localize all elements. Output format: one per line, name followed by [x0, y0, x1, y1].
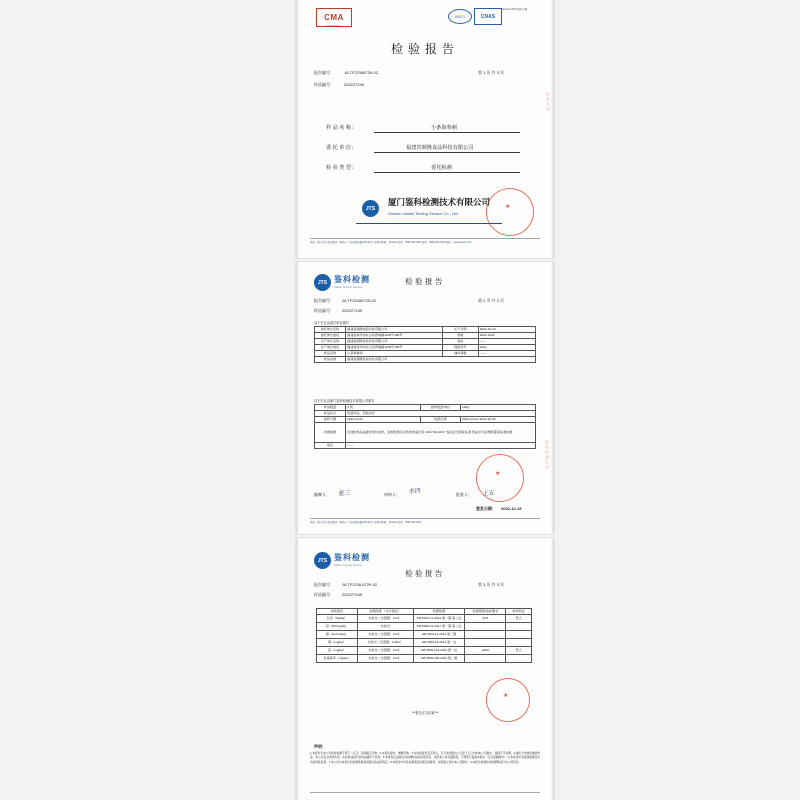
- col-header-2: 检测依据: [413, 609, 465, 615]
- result-verdict-4: 符合: [506, 647, 532, 655]
- result-value-1: 未检出: [357, 623, 413, 631]
- test-value-0: 4 袋: [345, 405, 420, 411]
- page-edge-left: [296, 0, 299, 258]
- col-header-3: 标准限量/指标要求: [465, 609, 506, 615]
- test-value-4: ——: [345, 443, 535, 449]
- result-limit-1: [465, 623, 506, 631]
- result-limit-4: ≤250: [465, 647, 506, 655]
- footer-text-2: 地址：厦门市火炬高新区（翔安）产业区翔岳路18号3号厂房4层 邮编：361101 电话：0592-3117222: [310, 521, 422, 524]
- report-no-value: JA TF22166729-02: [344, 70, 378, 75]
- result-verdict-3: [506, 639, 532, 647]
- result-limit-2: [465, 631, 506, 639]
- result-limit-5: [465, 655, 506, 663]
- signature-label-0: 编制人：: [314, 492, 330, 497]
- signature-value-2: 王五: [481, 490, 495, 498]
- info-label-3: 生产单位地址: [315, 345, 346, 351]
- field-label-0: 样 品 名 称：: [326, 125, 357, 131]
- result-value-3: 未检出（全量限：0.001）: [357, 639, 413, 647]
- info-label2-0: 生产日期: [443, 327, 478, 333]
- info-label2-3: 规格型号: [443, 345, 478, 351]
- result-verdict-1: [506, 623, 532, 631]
- issue-date-value: 2022-12-19: [501, 506, 522, 511]
- report-no-label: 报告编号：: [314, 70, 334, 75]
- jts-logo-badge-3: JTS: [314, 552, 331, 569]
- cnas-logo: CNAS: [474, 8, 502, 25]
- info-label-0: 委托单位名称: [315, 327, 346, 333]
- sample-no-value: 202227249: [344, 82, 365, 87]
- info-label2-4: 抽样基数: [443, 351, 478, 357]
- field-rule-1: [374, 152, 520, 153]
- report-page-1: [296, 0, 554, 258]
- org-name-cn: 厦门鉴科检测技术有限公司: [388, 197, 491, 207]
- result-item-0: 总汞（Hg/kg）: [317, 615, 358, 623]
- result-basis-3: GB 5009.15-2014 第一法: [413, 639, 465, 647]
- result-basis-2: GB 5009.11-2014 第二篇: [413, 631, 465, 639]
- cma-logo: CMA: [316, 8, 352, 27]
- field-rule-0: [374, 132, 520, 133]
- result-basis-0: GB 5009.17-2021 第一篇 第二法: [413, 615, 465, 623]
- col-header-0: 检验项目: [317, 609, 358, 615]
- brand-name-en-3: Jianke Testing Service: [334, 564, 363, 567]
- page-indicator: 第 1 页 共 3 页: [478, 70, 505, 75]
- field-label-1: 委 托 单 位：: [326, 145, 357, 151]
- table-row: [317, 639, 532, 647]
- sample-no-value-2: 202227249: [342, 308, 363, 313]
- info-label-4: 样品名称: [315, 351, 346, 357]
- test-value2-0: 100g: [460, 405, 535, 411]
- report-no-value-2: JA TF22166729-02: [342, 298, 376, 303]
- brand-name-cn-2: 鉴科检测: [334, 275, 370, 284]
- info-value2-0: 2022-10-20: [478, 327, 535, 333]
- signature-label-1: 审核人：: [384, 492, 400, 497]
- page-edge-right: [551, 0, 554, 258]
- cma-code: 171120010171: [325, 25, 341, 28]
- info-label-5: 样品来源: [315, 357, 346, 363]
- table-row: [315, 357, 536, 363]
- footer-rule-3: [310, 792, 540, 793]
- test-seal: [471, 449, 529, 507]
- table-row: [317, 615, 532, 623]
- result-basis-4: GB 5009.123-2014 第一法: [413, 647, 465, 655]
- report-no-label-2: 报告编号：: [314, 298, 334, 303]
- 委托信息表: [314, 326, 536, 363]
- report-no-value-3: JA TF2216 6729-02: [342, 582, 378, 587]
- test-value-3: 该送检样品由委托单位送样，检测结果仅对所检样品负责 GB 2762-2017 食品安全国家标准 食品中污染物限量等标准检测: [345, 423, 535, 443]
- info-value-0: 福建省颜隆食品科技有限公司: [345, 327, 442, 333]
- test-value-1: 常温样品、包装完好: [345, 411, 535, 417]
- info-value-5: 福建省颜隆食品科技有限公司: [345, 357, 535, 363]
- test-label-0: 样品数量: [315, 405, 346, 411]
- result-item-5: 多氯联苯（mg/kg）: [317, 655, 358, 663]
- info-label2-2: 商标: [443, 339, 478, 345]
- sample-no-label: 样品编号：: [314, 82, 334, 87]
- side-watermark-2: 检验检测专用: [545, 440, 550, 470]
- test-label-2: 接样日期: [315, 417, 346, 423]
- footer-text-1: 地址：厦门市火炬高新区（翔安）产业区翔岳路18号3号厂房4层 邮编：361101 电话：0592-3117222 传真：0592-3117222 网址：www.jtstest.com: [310, 241, 472, 244]
- info-value2-1: 2022-1020: [478, 333, 535, 339]
- result-value-5: 未检出（全量限：0.01）: [357, 655, 413, 663]
- info-value-3: 福建省漳州市东山县西埔镇1263号185号: [345, 345, 442, 351]
- info-value2-3: 100g: [478, 345, 535, 351]
- brand-name-en-2: Jianke Testing Service: [334, 286, 363, 289]
- footer-rule-2: [310, 518, 540, 519]
- col-header-1: 检测结果 （水分测定）: [357, 609, 413, 615]
- result-basis-5: GB 5009.190-2014 第二篇: [413, 655, 465, 663]
- info-value-1: 福建省漳州市东山县西埔镇1263号185号: [345, 333, 442, 339]
- page-edge-right-2: [551, 262, 554, 534]
- section-title-1: 以下栏目由委托单位填写: [314, 321, 350, 325]
- field-label-2: 检 验 类 型：: [326, 165, 357, 171]
- result-seal-star-icon: ★: [503, 693, 509, 699]
- page-indicator-2: 第 2 页 共 3 页: [478, 298, 505, 303]
- info-value-4: 小条海参刺: [345, 351, 442, 357]
- brand-name-cn-3: 鉴科检测: [334, 553, 370, 562]
- test-label-4: 备注: [315, 443, 346, 449]
- result-verdict-2: [506, 631, 532, 639]
- sample-no-label-3: 样品编号：: [314, 592, 334, 597]
- test-seal-star-icon: ★: [495, 471, 501, 477]
- side-watermark: 检验专用: [546, 92, 551, 112]
- bsci-logo: BSCI: [448, 9, 472, 24]
- signature-value-0: 张三: [337, 490, 351, 498]
- result-seal: [481, 673, 534, 726]
- info-label2-1: 规格: [443, 333, 478, 339]
- test-label2-0: 到样数量/单位: [421, 405, 461, 411]
- result-item-3: 镉（mg/kg）: [317, 639, 358, 647]
- jts-logo-badge-2: JTS: [314, 274, 331, 291]
- company-seal: [481, 183, 539, 241]
- org-name-en: Xiamen Jianke Testing Service Co., Ltd.: [388, 211, 459, 216]
- sample-no-value-3: 202227249: [342, 592, 363, 597]
- info-value2-2: ——: [478, 339, 535, 345]
- result-item-2: 砷（As/mg/kg）: [317, 631, 358, 639]
- page-title: 检验报告: [390, 42, 459, 56]
- result-limit-0: ≤0.5: [465, 615, 506, 623]
- report-page-3: [296, 538, 554, 800]
- declaration-text: 1.本报告无本公司检验检测专用章（红章）及骑缝章无效；2.本报告涂改、增删无效；3.对检验报告若有异议，应于收到报告之日起十五日内向本公司提出，逾期不予受理；4.委托方送样检测的样品，本公司仅对来样负责，所检样品的代表性由委托方负责；5.本报告仅反映该次检测样品的质量状况，未经本公司书面批准，不得部分复制本报告（全文复制除外）；6.本报告所列检测数据仅对所检样品负责；7.本公司对本报告的检测结果承担相应的法律责任；8.本报告中所有检测项目结果仅供参考，如有疑义请与本公司联系；9.本报告检测结论的解释权归本公司所有。: [310, 752, 540, 764]
- section-title-2: 以下栏目由厦门鉴科检测技术有限公司填写: [314, 399, 375, 403]
- field-rule-2: [374, 172, 520, 173]
- seal-star-icon: ★: [505, 204, 511, 210]
- field-value-2: 委托检测: [431, 165, 452, 171]
- sample-no-label-2: 样品编号：: [314, 308, 334, 313]
- table-row: [317, 623, 532, 631]
- field-value-1: 福建省颜隆食品科技有限公司: [406, 145, 474, 151]
- cnas-code: CNAS L12345 测试 检测: [502, 9, 528, 11]
- info-value2-4: ——: [478, 351, 535, 357]
- report-page-2: [296, 262, 554, 534]
- result-item-4: 铬（mg/kg）: [317, 647, 358, 655]
- page-title-3: 检验报告: [405, 569, 445, 578]
- declaration-title: 声明：: [314, 744, 326, 749]
- 检测结果表: [316, 608, 532, 663]
- table-row: [317, 655, 532, 663]
- result-value-2: 未检出（全量限：0.01）: [357, 631, 413, 639]
- signature-label-2: 批准人：: [456, 492, 472, 497]
- field-value-0: 小条海参刺: [431, 125, 457, 131]
- info-label-2: 生产单位名称: [315, 339, 346, 345]
- page-edge-left-2: [296, 262, 299, 534]
- test-label2-2: 检测日期: [421, 417, 461, 423]
- test-value-2: 2022-10-24: [345, 417, 420, 423]
- jts-logo-badge: JTS: [362, 200, 379, 217]
- report-no-label-3: 报告编号：: [314, 582, 334, 587]
- result-value-4: 未检出（全量限：0.01）: [357, 647, 413, 655]
- table-row: [317, 647, 532, 655]
- 检测信息表: [314, 404, 536, 449]
- table-row: [317, 631, 532, 639]
- report-end-note: ***报告正文结束***: [411, 711, 439, 715]
- footer-rule-1: [310, 238, 540, 239]
- page-indicator-3: 第 3 页 共 3 页: [478, 582, 505, 587]
- org-rule: [356, 223, 502, 224]
- issue-date-label: 签发日期：: [476, 506, 496, 511]
- result-item-1: 铅（Pb/mg/kg）: [317, 623, 358, 631]
- signature-value-1: 李四: [407, 488, 421, 496]
- info-value-2: 福建省颜隆食品科技有限公司: [345, 339, 442, 345]
- test-label-3: 检测依据: [315, 423, 346, 443]
- result-basis-1: GB 5009.12-2017 第一篇 第二法: [413, 623, 465, 631]
- col-header-4: 单项判定: [506, 609, 532, 615]
- table-row: [315, 443, 536, 449]
- result-verdict-0: 符合: [506, 615, 532, 623]
- test-label-1: 样品状态: [315, 411, 346, 417]
- result-verdict-5: [506, 655, 532, 663]
- test-value2-2: 2022-10-24~2022-10-28: [460, 417, 535, 423]
- result-limit-3: [465, 639, 506, 647]
- result-value-0: 未检出（全量限：0.01）: [357, 615, 413, 623]
- table-row: [315, 423, 536, 443]
- page-title-2: 检验报告: [405, 277, 445, 286]
- info-label-1: 委托单位地址: [315, 333, 346, 339]
